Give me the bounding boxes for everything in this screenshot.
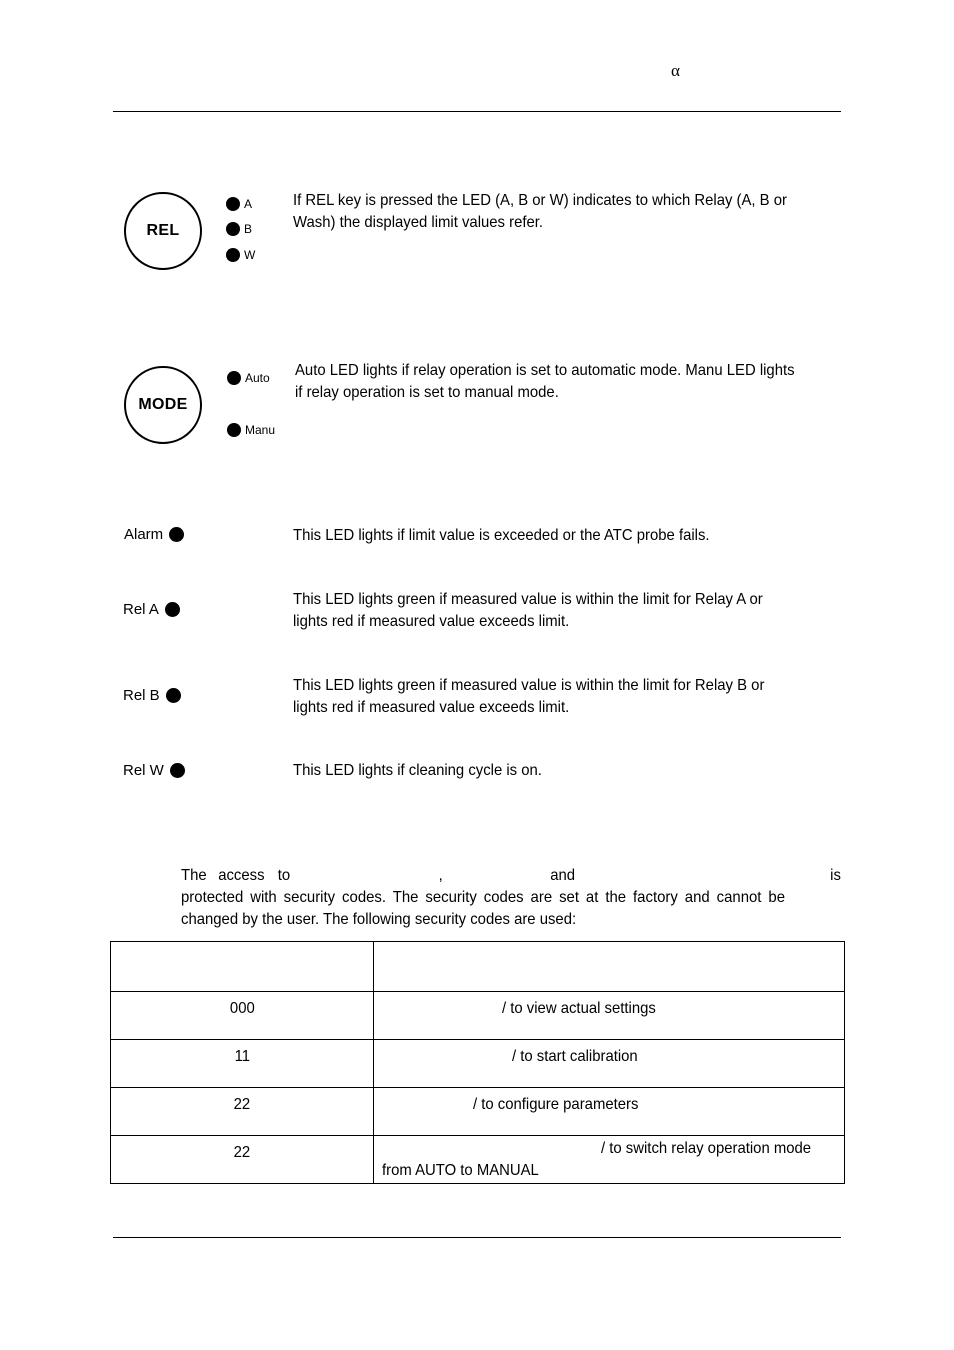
security-paragraph	[181, 865, 840, 931]
rel-key-description	[293, 190, 787, 234]
indicator-rel-b-desc-line1: This LED lights green if measured value is within the limit for Relay B or	[293, 677, 765, 694]
led-dot-icon	[226, 248, 240, 262]
security-word: and	[550, 867, 576, 884]
purpose-cell	[374, 1088, 845, 1136]
indicator-rel-a-label: Rel A	[123, 601, 159, 618]
led-manu-label: Manu	[245, 423, 276, 437]
led-dot-icon	[227, 371, 241, 385]
code-cell	[111, 1136, 374, 1184]
led-b	[226, 222, 252, 236]
led-a	[226, 197, 252, 211]
mode-desc-line1: Auto LED lights if relay operation is set to automatic mode. Manu LED lights	[295, 362, 795, 379]
led-w	[226, 248, 255, 262]
rel-key-button[interactable]	[124, 192, 202, 270]
security-codes-table	[110, 941, 845, 1184]
security-line1	[181, 865, 840, 887]
purpose-value: / to start calibration	[512, 1048, 638, 1065]
table-row	[111, 1040, 845, 1088]
indicator-rel-w	[123, 762, 185, 779]
mode-key-button[interactable]	[124, 366, 202, 444]
code-cell	[111, 992, 374, 1040]
rel-desc-line1: If REL key is pressed the LED (A, B or W) indicates to which Relay (A, B or	[293, 192, 787, 209]
led-a-label: A	[244, 197, 253, 211]
indicator-alarm-desc-line1: This LED lights if limit value is exceeded or the ATC probe fails.	[293, 527, 710, 544]
led-w-label: W	[244, 248, 256, 262]
led-dot-icon	[170, 763, 185, 778]
security-word: The	[181, 867, 207, 884]
mode-key-label: MODE	[138, 396, 188, 413]
led-manu	[227, 423, 275, 437]
indicator-rel-b-description	[293, 675, 764, 719]
led-dot-icon	[166, 688, 181, 703]
security-word: ,	[438, 867, 443, 884]
security-line3: changed by the user. The following security codes are used:	[181, 911, 577, 928]
code-value: 000	[229, 1000, 255, 1017]
purpose-value: / to configure parameters	[473, 1096, 639, 1113]
table-header-cell	[374, 942, 845, 992]
purpose-cell	[374, 1136, 845, 1184]
rel-key-label: REL	[146, 222, 180, 239]
mode-key-description	[295, 360, 795, 404]
indicator-rel-a-desc-line2: lights red if measured value exceeds limit.	[293, 613, 570, 630]
indicator-rel-w-desc-line1: This LED lights if cleaning cycle is on.	[293, 762, 542, 779]
table-header-cell	[111, 942, 374, 992]
indicator-rel-b-desc-line2: lights red if measured value exceeds limit.	[293, 699, 570, 716]
indicator-rel-a-desc-line1: This LED lights green if measured value is within the limit for Relay A or	[293, 591, 763, 608]
led-dot-icon	[226, 222, 240, 236]
led-auto-label: Auto	[245, 371, 270, 385]
table-row	[111, 1088, 845, 1136]
rel-desc-line2: Wash) the displayed limit values refer.	[293, 214, 544, 231]
purpose-value: / to view actual settings	[502, 1000, 656, 1017]
code-value: 22	[233, 1144, 251, 1161]
header-rule	[113, 111, 841, 112]
indicator-rel-a	[123, 601, 180, 618]
table-row	[111, 1136, 845, 1184]
code-cell	[111, 1088, 374, 1136]
indicator-alarm	[124, 526, 184, 543]
footer-rule	[113, 1237, 841, 1238]
led-dot-icon	[226, 197, 240, 211]
indicator-rel-a-description	[293, 589, 763, 633]
table-header-row	[111, 942, 845, 992]
led-dot-icon	[227, 423, 241, 437]
indicator-rel-b-label: Rel B	[123, 687, 160, 704]
indicator-rel-b	[123, 687, 181, 704]
security-word: to	[277, 867, 291, 884]
purpose-cell	[374, 992, 845, 1040]
table-row	[111, 992, 845, 1040]
indicator-rel-w-label: Rel W	[123, 762, 164, 779]
purpose-cell	[374, 1040, 845, 1088]
led-auto	[227, 371, 270, 385]
indicator-alarm-label: Alarm	[124, 526, 164, 543]
code-cell	[111, 1040, 374, 1088]
code-value: 11	[234, 1048, 250, 1065]
led-dot-icon	[165, 602, 180, 617]
header-symbol: α	[671, 61, 680, 80]
led-b-label: B	[244, 222, 253, 236]
indicator-rel-w-description	[293, 760, 542, 782]
purpose-value: / to switch relay operation mode	[601, 1140, 812, 1157]
led-dot-icon	[169, 527, 184, 542]
purpose-value-line2: from AUTO to MANUAL	[382, 1162, 539, 1179]
security-word: access	[218, 867, 265, 884]
indicator-alarm-description	[293, 525, 710, 547]
code-value: 22	[233, 1096, 251, 1113]
security-line2: protected with security codes. The security codes are set at the factory and cannot be	[181, 889, 786, 906]
security-word: is	[830, 867, 841, 884]
mode-desc-line2: if relay operation is set to manual mode.	[295, 384, 559, 401]
